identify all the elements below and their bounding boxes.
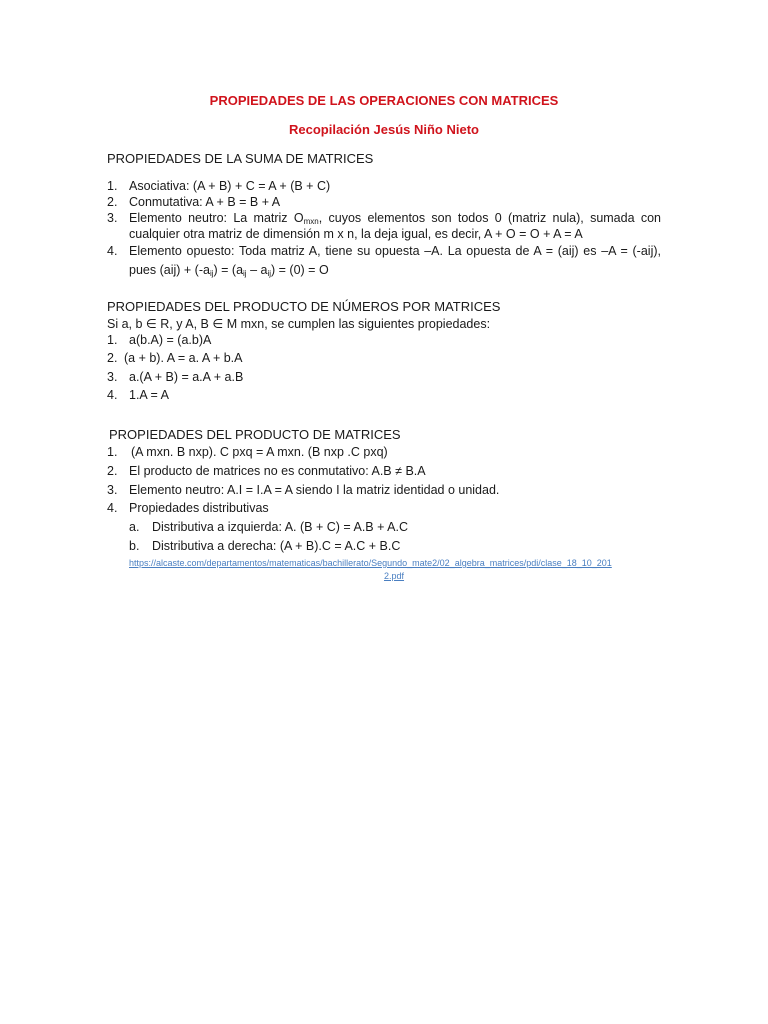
producto-item-3-text: Elemento neutro: A.I = I.A = A siendo I la matriz identidad o unidad. xyxy=(129,483,500,497)
suma-item-3-line-2: cualquier otra matriz de dimensión m x n, la deja igual, es decir, A + O = O + A = A xyxy=(129,227,583,241)
suma-item-4-line-1: Elemento opuesto: Toda matriz A, tiene su opuesta –A. La opuesta de A = (aij) es –A = (-aij), xyxy=(129,244,661,258)
producto-item-3-number: 3. xyxy=(107,483,118,497)
producto-heading: PROPIEDADES DEL PRODUCTO DE MATRICES xyxy=(109,427,401,442)
producto-item-4-number: 4. xyxy=(107,501,118,515)
escalar-item-1-text: a(b.A) = (a.b)A xyxy=(129,333,212,347)
escalar-item-2-number: 2. xyxy=(107,351,118,365)
escalar-item-3-number: 3. xyxy=(107,370,118,384)
producto-subitem-b-letter: b. xyxy=(129,539,140,553)
producto-item-1-text: (A mxn. B nxp). C pxq = A mxn. (B nxp .C pxq) xyxy=(131,445,388,459)
escalar-item-2-text: (a + b). A = a. A + b.A xyxy=(124,351,243,365)
producto-item-4-text: Propiedades distributivas xyxy=(129,501,269,515)
suma-item-2-text: Conmutativa: A + B = B + A xyxy=(129,195,281,209)
suma-item-1-number: 1. xyxy=(107,179,118,193)
document-author: Recopilación Jesús Niño Nieto xyxy=(289,122,479,137)
escalar-intro: Si a, b ∈ R, y A, B ∈ M mxn, se cumplen las siguientes propiedades: xyxy=(107,317,491,331)
suma-item-1-text: Asociativa: (A + B) + C = A + (B + C) xyxy=(129,179,331,193)
escalar-item-4-text: 1.A = A xyxy=(129,388,169,402)
escalar-item-4-number: 4. xyxy=(107,388,118,402)
suma-item-4-number: 4. xyxy=(107,244,118,258)
source-link-line-2[interactable]: 2.pdf xyxy=(384,571,405,581)
suma-heading: PROPIEDADES DE LA SUMA DE MATRICES xyxy=(107,151,374,166)
escalar-heading: PROPIEDADES DEL PRODUCTO DE NÚMEROS POR MATRICES xyxy=(107,299,501,314)
producto-item-2-text: El producto de matrices no es conmutativo: A.B ≠ B.A xyxy=(129,464,426,478)
suma-item-4-line-2: pues $(aij) + (-a_{ij}) = (a_{ij} - a_{ij}) = (0) = O$ xyxy=(129,263,329,278)
document-title: PROPIEDADES DE LAS OPERACIONES CON MATRICES xyxy=(209,93,559,108)
producto-item-2-number: 2. xyxy=(107,464,118,478)
producto-subitem-b-text: Distributiva a derecha: (A + B).C = A.C + B.C xyxy=(152,539,401,553)
suma-item-3-number: 3. xyxy=(107,211,118,225)
producto-item-1-number: 1. xyxy=(107,445,118,459)
producto-subitem-a-text: Distributiva a izquierda: A. (B + C) = A.B + A.C xyxy=(152,520,409,534)
suma-item-2-number: 2. xyxy=(107,195,118,209)
suma-item-3-line-1: Elemento neutro: La matriz $O_{mxn}$, cuyos elementos son todos 0 (matriz nula), sumada con xyxy=(129,211,661,226)
producto-subitem-a-letter: a. xyxy=(129,520,140,534)
source-link-line-1[interactable]: https://alcaste.com/departamentos/matematicas/bachillerato/Segundo_mate2/02_algebra_matrices/pdi/clase_18_10_201 xyxy=(129,558,612,568)
escalar-item-3-text: a.(A + B) = a.A + a.B xyxy=(129,370,244,384)
escalar-item-1-number: 1. xyxy=(107,333,118,347)
